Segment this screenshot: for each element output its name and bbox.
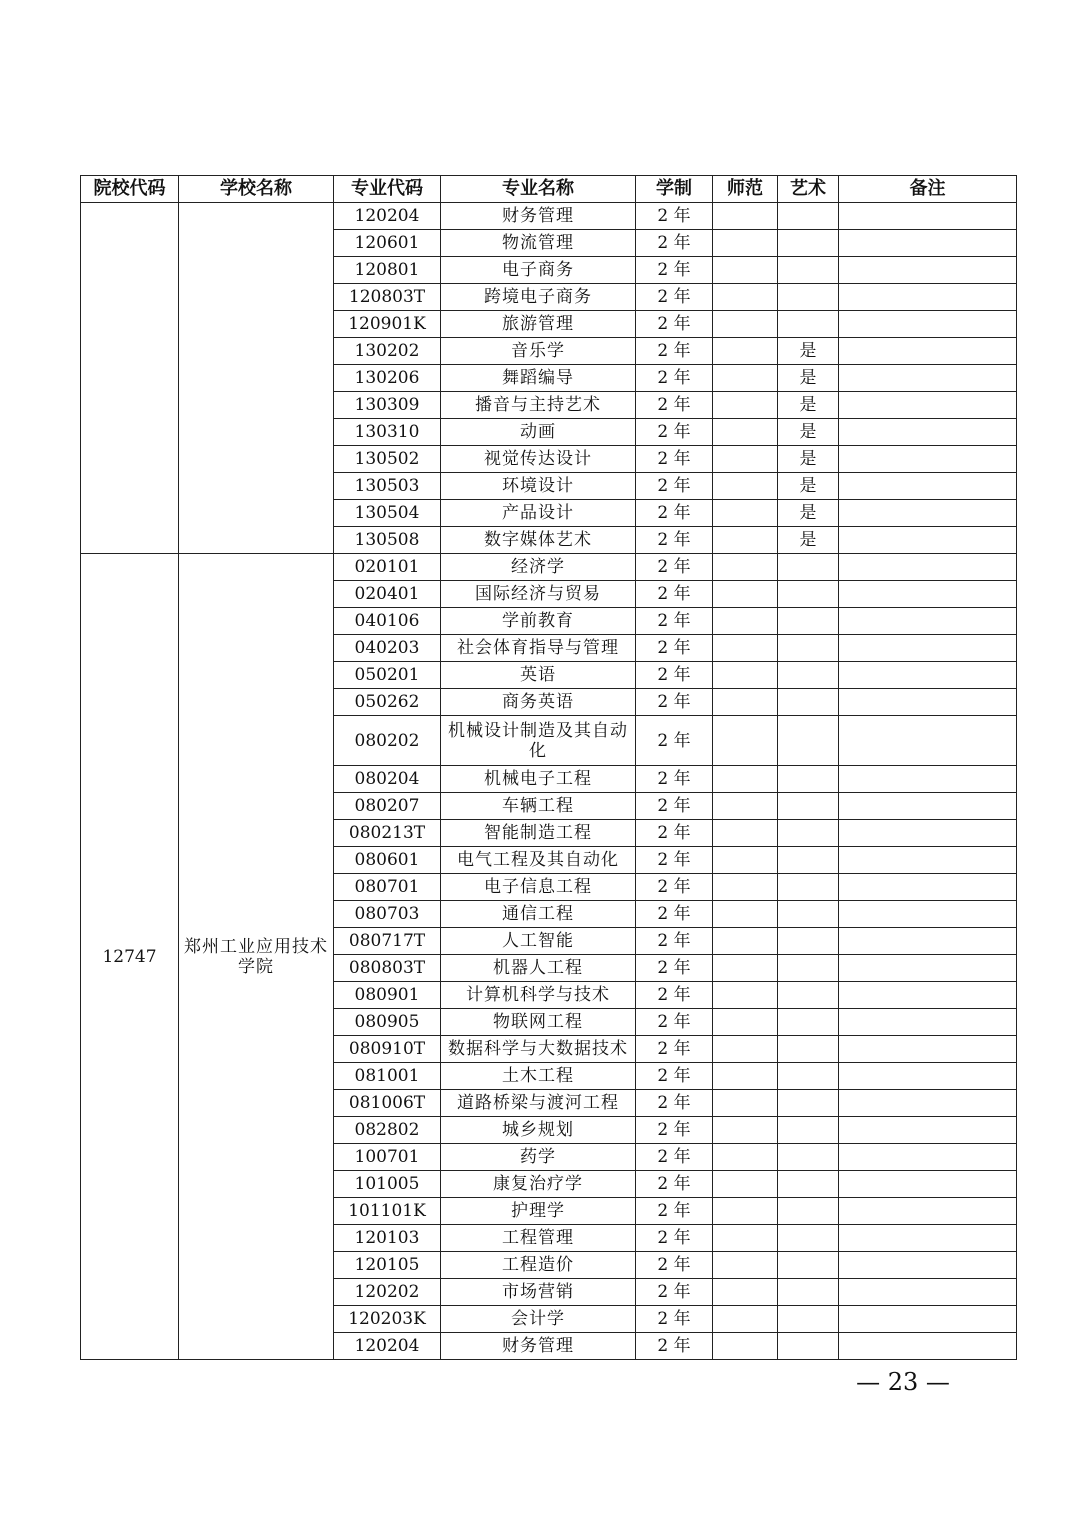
normal-cell (713, 716, 778, 766)
major-code-cell: 020101 (334, 554, 441, 581)
major-code-cell: 080204 (334, 766, 441, 793)
normal-cell (713, 1279, 778, 1306)
note-cell (839, 793, 1017, 820)
note-cell (839, 1009, 1017, 1036)
duration-cell: 2 年 (636, 230, 713, 257)
normal-cell (713, 1063, 778, 1090)
note-cell (839, 1225, 1017, 1252)
note-cell (839, 716, 1017, 766)
normal-cell (713, 901, 778, 928)
normal-cell (713, 1144, 778, 1171)
duration-cell: 2 年 (636, 419, 713, 446)
major-name-cell: 商务英语 (441, 689, 636, 716)
major-code-cell: 120901K (334, 311, 441, 338)
normal-cell (713, 1225, 778, 1252)
major-code-cell: 080703 (334, 901, 441, 928)
normal-cell (713, 982, 778, 1009)
duration-cell: 2 年 (636, 1117, 713, 1144)
normal-cell (713, 635, 778, 662)
header-row (81, 176, 1017, 203)
normal-cell (713, 338, 778, 365)
major-name-cell: 康复治疗学 (441, 1171, 636, 1198)
art-cell (778, 928, 839, 955)
major-name-cell: 电子商务 (441, 257, 636, 284)
art-cell (778, 874, 839, 901)
major-code-cell: 080717T (334, 928, 441, 955)
note-cell (839, 527, 1017, 554)
table-body (81, 203, 1017, 1360)
note-cell (839, 982, 1017, 1009)
art-cell (778, 1279, 839, 1306)
art-cell (778, 793, 839, 820)
major-code-cell: 081001 (334, 1063, 441, 1090)
art-cell (778, 1009, 839, 1036)
note-cell (839, 1036, 1017, 1063)
art-cell: 是 (778, 473, 839, 500)
art-cell (778, 1171, 839, 1198)
note-cell (839, 635, 1017, 662)
duration-cell: 2 年 (636, 1333, 713, 1360)
duration-cell: 2 年 (636, 955, 713, 982)
major-name-cell: 数字媒体艺术 (441, 527, 636, 554)
normal-cell (713, 1090, 778, 1117)
note-cell (839, 689, 1017, 716)
major-code-cell: 120601 (334, 230, 441, 257)
duration-cell: 2 年 (636, 1279, 713, 1306)
major-name-cell: 机械电子工程 (441, 766, 636, 793)
note-cell (839, 581, 1017, 608)
major-name-cell: 社会体育指导与管理 (441, 635, 636, 662)
header-major-code: 专业代码 (334, 176, 441, 203)
art-cell: 是 (778, 365, 839, 392)
major-name-cell: 护理学 (441, 1198, 636, 1225)
art-cell (778, 1144, 839, 1171)
major-name-cell: 电子信息工程 (441, 874, 636, 901)
duration-cell: 2 年 (636, 1171, 713, 1198)
art-cell (778, 1063, 839, 1090)
normal-cell (713, 365, 778, 392)
table-row (81, 554, 1017, 581)
major-name-cell: 物流管理 (441, 230, 636, 257)
major-code-cell: 130310 (334, 419, 441, 446)
art-cell (778, 1306, 839, 1333)
normal-cell (713, 392, 778, 419)
art-cell: 是 (778, 338, 839, 365)
art-cell: 是 (778, 446, 839, 473)
note-cell (839, 847, 1017, 874)
duration-cell: 2 年 (636, 311, 713, 338)
note-cell (839, 419, 1017, 446)
header-normal: 师范 (713, 176, 778, 203)
duration-cell: 2 年 (636, 1036, 713, 1063)
normal-cell (713, 766, 778, 793)
major-name-cell: 土木工程 (441, 1063, 636, 1090)
major-name-cell: 环境设计 (441, 473, 636, 500)
art-cell (778, 257, 839, 284)
major-name-cell: 城乡规划 (441, 1117, 636, 1144)
normal-cell (713, 1117, 778, 1144)
major-code-cell: 080910T (334, 1036, 441, 1063)
normal-cell (713, 554, 778, 581)
duration-cell: 2 年 (636, 392, 713, 419)
major-name-cell: 物联网工程 (441, 1009, 636, 1036)
normal-cell (713, 662, 778, 689)
major-name-cell: 产品设计 (441, 500, 636, 527)
art-cell (778, 581, 839, 608)
school-code-cell (81, 203, 179, 554)
major-code-cell: 101101K (334, 1198, 441, 1225)
note-cell (839, 928, 1017, 955)
major-name-cell: 车辆工程 (441, 793, 636, 820)
art-cell (778, 311, 839, 338)
normal-cell (713, 1198, 778, 1225)
note-cell (839, 1333, 1017, 1360)
major-name-cell: 人工智能 (441, 928, 636, 955)
duration-cell: 2 年 (636, 901, 713, 928)
note-cell (839, 392, 1017, 419)
major-code-cell: 040106 (334, 608, 441, 635)
duration-cell: 2 年 (636, 473, 713, 500)
duration-cell: 2 年 (636, 1063, 713, 1090)
note-cell (839, 955, 1017, 982)
normal-cell (713, 284, 778, 311)
header-art: 艺术 (778, 176, 839, 203)
normal-cell (713, 1171, 778, 1198)
major-code-cell: 130309 (334, 392, 441, 419)
normal-cell (713, 847, 778, 874)
major-code-cell: 120103 (334, 1225, 441, 1252)
art-cell (778, 662, 839, 689)
major-code-cell: 080701 (334, 874, 441, 901)
duration-cell: 2 年 (636, 1009, 713, 1036)
duration-cell: 2 年 (636, 284, 713, 311)
art-cell: 是 (778, 527, 839, 554)
art-cell (778, 1333, 839, 1360)
note-cell (839, 874, 1017, 901)
note-cell (839, 1171, 1017, 1198)
major-code-cell: 130503 (334, 473, 441, 500)
art-cell (778, 1036, 839, 1063)
major-name-cell: 英语 (441, 662, 636, 689)
major-code-cell: 080207 (334, 793, 441, 820)
note-cell (839, 1198, 1017, 1225)
art-cell (778, 716, 839, 766)
normal-cell (713, 419, 778, 446)
major-name-cell: 药学 (441, 1144, 636, 1171)
note-cell (839, 257, 1017, 284)
duration-cell: 2 年 (636, 793, 713, 820)
major-code-cell: 080213T (334, 820, 441, 847)
duration-cell: 2 年 (636, 365, 713, 392)
note-cell (839, 662, 1017, 689)
normal-cell (713, 928, 778, 955)
major-name-cell: 工程造价 (441, 1252, 636, 1279)
major-name-cell: 舞蹈编导 (441, 365, 636, 392)
major-name-cell: 财务管理 (441, 1333, 636, 1360)
note-cell (839, 338, 1017, 365)
major-code-cell: 120105 (334, 1252, 441, 1279)
normal-cell (713, 1306, 778, 1333)
normal-cell (713, 689, 778, 716)
normal-cell (713, 1252, 778, 1279)
art-cell (778, 1252, 839, 1279)
major-code-cell: 120801 (334, 257, 441, 284)
note-cell (839, 1063, 1017, 1090)
major-name-cell: 学前教育 (441, 608, 636, 635)
major-code-cell: 080803T (334, 955, 441, 982)
art-cell (778, 847, 839, 874)
normal-cell (713, 311, 778, 338)
art-cell (778, 982, 839, 1009)
duration-cell: 2 年 (636, 662, 713, 689)
duration-cell: 2 年 (636, 581, 713, 608)
major-code-cell: 050201 (334, 662, 441, 689)
major-name-cell: 会计学 (441, 1306, 636, 1333)
note-cell (839, 901, 1017, 928)
major-name-cell: 视觉传达设计 (441, 446, 636, 473)
duration-cell: 2 年 (636, 689, 713, 716)
major-name-cell: 音乐学 (441, 338, 636, 365)
duration-cell: 2 年 (636, 446, 713, 473)
major-code-cell: 081006T (334, 1090, 441, 1117)
note-cell (839, 608, 1017, 635)
major-name-cell: 动画 (441, 419, 636, 446)
major-name-cell: 经济学 (441, 554, 636, 581)
note-cell (839, 1279, 1017, 1306)
normal-cell (713, 608, 778, 635)
major-name-cell: 跨境电子商务 (441, 284, 636, 311)
art-cell: 是 (778, 500, 839, 527)
art-cell (778, 554, 839, 581)
normal-cell (713, 874, 778, 901)
major-name-cell: 机器人工程 (441, 955, 636, 982)
art-cell (778, 1117, 839, 1144)
major-code-cell: 101005 (334, 1171, 441, 1198)
duration-cell: 2 年 (636, 554, 713, 581)
major-code-cell: 130206 (334, 365, 441, 392)
normal-cell (713, 473, 778, 500)
duration-cell: 2 年 (636, 716, 713, 766)
major-code-cell: 080202 (334, 716, 441, 766)
note-cell (839, 365, 1017, 392)
header-school-name: 学校名称 (179, 176, 334, 203)
duration-cell: 2 年 (636, 257, 713, 284)
major-code-cell: 082802 (334, 1117, 441, 1144)
duration-cell: 2 年 (636, 338, 713, 365)
art-cell (778, 1225, 839, 1252)
major-name-cell: 智能制造工程 (441, 820, 636, 847)
table-row (81, 203, 1017, 230)
note-cell (839, 473, 1017, 500)
note-cell (839, 1306, 1017, 1333)
normal-cell (713, 793, 778, 820)
major-code-cell: 120204 (334, 203, 441, 230)
major-name-cell: 播音与主持艺术 (441, 392, 636, 419)
major-name-cell: 电气工程及其自动化 (441, 847, 636, 874)
normal-cell (713, 955, 778, 982)
duration-cell: 2 年 (636, 820, 713, 847)
normal-cell (713, 257, 778, 284)
major-code-cell: 020401 (334, 581, 441, 608)
normal-cell (713, 820, 778, 847)
header-major-name: 专业名称 (441, 176, 636, 203)
major-code-cell: 080901 (334, 982, 441, 1009)
art-cell (778, 955, 839, 982)
duration-cell: 2 年 (636, 608, 713, 635)
art-cell: 是 (778, 419, 839, 446)
art-cell (778, 689, 839, 716)
normal-cell (713, 230, 778, 257)
header-school-code: 院校代码 (81, 176, 179, 203)
note-cell (839, 1090, 1017, 1117)
school-name-cell (179, 203, 334, 554)
note-cell (839, 446, 1017, 473)
art-cell: 是 (778, 392, 839, 419)
duration-cell: 2 年 (636, 766, 713, 793)
major-code-cell: 130202 (334, 338, 441, 365)
major-name-cell: 旅游管理 (441, 311, 636, 338)
normal-cell (713, 581, 778, 608)
duration-cell: 2 年 (636, 847, 713, 874)
major-code-cell: 120204 (334, 1333, 441, 1360)
major-code-cell: 130502 (334, 446, 441, 473)
art-cell (778, 1090, 839, 1117)
table-header (81, 176, 1017, 203)
major-name-cell: 计算机科学与技术 (441, 982, 636, 1009)
school-name-cell: 郑州工业应用技术学院 (179, 554, 334, 1360)
major-code-cell: 130504 (334, 500, 441, 527)
art-cell (778, 608, 839, 635)
header-note: 备注 (839, 176, 1017, 203)
note-cell (839, 820, 1017, 847)
duration-cell: 2 年 (636, 982, 713, 1009)
header-duration: 学制 (636, 176, 713, 203)
note-cell (839, 230, 1017, 257)
normal-cell (713, 1333, 778, 1360)
duration-cell: 2 年 (636, 1225, 713, 1252)
major-name-cell: 数据科学与大数据技术 (441, 1036, 636, 1063)
note-cell (839, 554, 1017, 581)
major-name-cell: 国际经济与贸易 (441, 581, 636, 608)
major-code-cell: 080601 (334, 847, 441, 874)
note-cell (839, 500, 1017, 527)
duration-cell: 2 年 (636, 1144, 713, 1171)
normal-cell (713, 527, 778, 554)
majors-table (80, 175, 1017, 1360)
duration-cell: 2 年 (636, 500, 713, 527)
duration-cell: 2 年 (636, 635, 713, 662)
duration-cell: 2 年 (636, 874, 713, 901)
note-cell (839, 311, 1017, 338)
art-cell (778, 230, 839, 257)
art-cell (778, 635, 839, 662)
art-cell (778, 820, 839, 847)
major-name-cell: 道路桥梁与渡河工程 (441, 1090, 636, 1117)
note-cell (839, 766, 1017, 793)
major-code-cell: 100701 (334, 1144, 441, 1171)
duration-cell: 2 年 (636, 928, 713, 955)
duration-cell: 2 年 (636, 1198, 713, 1225)
major-code-cell: 040203 (334, 635, 441, 662)
major-name-cell: 机械设计制造及其自动化 (441, 716, 636, 766)
note-cell (839, 284, 1017, 311)
major-name-cell: 财务管理 (441, 203, 636, 230)
normal-cell (713, 446, 778, 473)
major-name-cell: 市场营销 (441, 1279, 636, 1306)
school-code-cell: 12747 (81, 554, 179, 1360)
duration-cell: 2 年 (636, 203, 713, 230)
major-name-cell: 通信工程 (441, 901, 636, 928)
note-cell (839, 1144, 1017, 1171)
note-cell (839, 203, 1017, 230)
art-cell (778, 284, 839, 311)
note-cell (839, 1117, 1017, 1144)
duration-cell: 2 年 (636, 527, 713, 554)
normal-cell (713, 1009, 778, 1036)
duration-cell: 2 年 (636, 1252, 713, 1279)
major-code-cell: 050262 (334, 689, 441, 716)
major-code-cell: 120803T (334, 284, 441, 311)
normal-cell (713, 500, 778, 527)
note-cell (839, 1252, 1017, 1279)
art-cell (778, 1198, 839, 1225)
art-cell (778, 203, 839, 230)
duration-cell: 2 年 (636, 1090, 713, 1117)
major-code-cell: 130508 (334, 527, 441, 554)
art-cell (778, 901, 839, 928)
major-code-cell: 080905 (334, 1009, 441, 1036)
page-number: — 23 — (856, 1368, 950, 1396)
normal-cell (713, 1036, 778, 1063)
major-code-cell: 120202 (334, 1279, 441, 1306)
duration-cell: 2 年 (636, 1306, 713, 1333)
art-cell (778, 766, 839, 793)
major-name-cell: 工程管理 (441, 1225, 636, 1252)
normal-cell (713, 203, 778, 230)
major-code-cell: 120203K (334, 1306, 441, 1333)
